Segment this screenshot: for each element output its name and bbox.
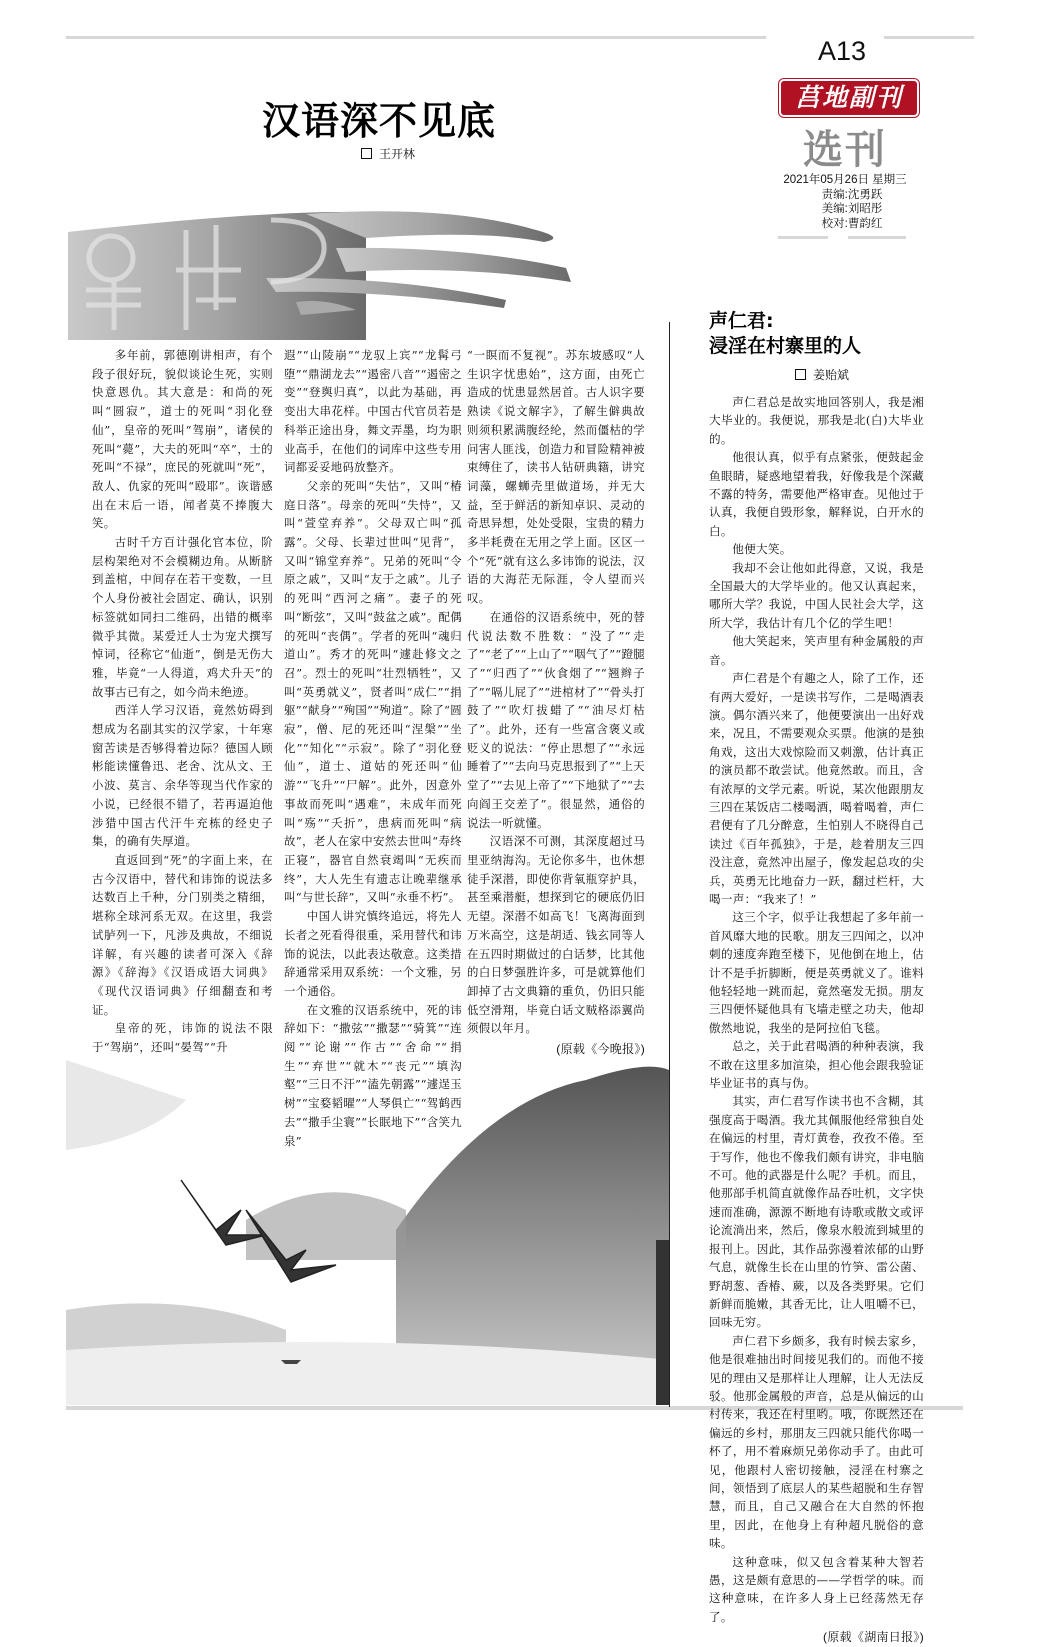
masthead-meta <box>770 173 920 231</box>
paragraph: 声仁君总是故实地回答别人，我是湘大毕业的。我便说，那我是北(白)大毕业的。 <box>709 395 924 446</box>
paragraph: 他便大笑。 <box>732 542 792 557</box>
brand-label: 莒地副刊 <box>794 83 903 112</box>
article1-byline <box>361 145 415 162</box>
mist-left <box>66 1060 186 1150</box>
masthead-rule-right <box>848 236 906 239</box>
paragraph: 古时千方百计强化官本位，阶层构架绝对不会模糊边角。从断脐到盖棺，中间存在若干变数，一旦个人身份被社会固定、确认，识别标签就如同扫二维码，出错的概率微乎其微。某爱迁人士为宠犬撰写悼词，径称它“仙逝”，倒是无伤大雅，毕竟“一人得道，鸡犬升天”的故事古已有之，如今尚未绝迹。 <box>92 535 273 699</box>
top-rule-left <box>66 36 766 39</box>
masthead-rule-left <box>778 236 828 239</box>
article1-column-1 <box>92 346 273 1057</box>
brand-logo <box>781 81 917 115</box>
brushstroke-mid <box>336 248 571 282</box>
dark-rock <box>656 1240 669 1405</box>
paragraph: 他大笑起来，笑声里有种金属般的声音。 <box>709 634 924 667</box>
mountain-far <box>246 1192 406 1260</box>
paragraph: 其实，声仁君写作读书也不含糊，其强度高于喝酒。我尤其佩服他经常独自处在偏远的村里，青灯黄卷，孜孜不倦。至于写作，他也不像我们颇有讲究，非电脑不可。他的武器是什么呢？手机。而且，他那部手机简直就像作品吞吐机，文字快速而准确，源源不断地有诗歌或散文或评论流淌出来，然后，像泉水般流到城里的报刊上。因此，其作品弥漫着浓郁的山野气息，就像生长在山里的竹笋、雷公菌、野胡葱、香椿、蕨，以及各类野果。它们新鲜而脆嫩，其香无比，让人咀嚼不已，回味无穷。 <box>709 1094 924 1330</box>
article2-title-line1: 声仁君: <box>709 310 774 332</box>
art-editor: 美编:刘昭彤 <box>821 203 883 215</box>
issue-date: 2021年05月26日 星期三 <box>783 174 907 186</box>
paragraph: 父亲的死叫“失怙”，又叫“椿庭日落”。母亲的死叫“失恃”，又叫“萱堂弃养”。父母双亡叫“孤露”。父母、长辈过世叫“见背”，又叫“锦堂弃养”。兄弟的死叫“令原之戚”，又叫“友于之戚”。儿子的死叫“西河之痛”。妻子的死叫“断弦”，又叫“鼓盆之戚”。配偶的死叫“丧偶”。学者的死叫“魂归道山”。秀才的死叫“遽赴修文之召”。烈士的死叫“壮烈牺牲”，又叫“英勇就义”，贤者叫“成仁”“捐躯”“献身”“殉国”“殉道”。除了“圆寂”，僧、尼的死还叫“涅槃”“坐化”“知化”“示寂”。除了“羽化登仙”，道士、道姑的死还叫“仙游”“飞升”“尸解”。此外，因意外事故而死叫“遇难”，未成年而死叫“殇”“夭折”，患病而死叫“病故”，老人在家中安然去世叫“寿终正寝”，器官自然衰竭叫“无疾而终”，大人先生有遗志让晚辈继承叫“与世长辞”，又叫“永垂不朽”。 <box>284 478 462 905</box>
paragraph: 这种意味，似又包含着某种大智若愚，这是颇有意思的——学哲学的味。而这种意味，在许多人身上已经荡然无存了。 <box>709 1554 924 1624</box>
page-number: A13 <box>817 36 867 66</box>
banner-artwork <box>66 190 646 340</box>
article1-author: 王开林 <box>379 147 416 161</box>
column-divider <box>669 322 670 1407</box>
landscape-artwork <box>66 1060 669 1405</box>
paragraph: 在文雅的汉语系统中，死的讳辞如下：“撒弦”“撒瑟”“骑箕”“连阅”“论谢”“作古”“舍命”“捐生”“弃世”“就木”“丧元”“填沟壑”“三日不汗”“溘先朝露”“遽逞玉树”“宝婺韬曜”“人琴俱亡”“驾鹤西去”“撒手尘寰”“长眠地下”“含笑九泉” <box>284 1002 462 1148</box>
byline-box-icon <box>795 369 806 380</box>
paragraph: 皇帝的死，讳饰的说法不限于“驾崩”，还叫“晏驾”“升 <box>92 1021 273 1055</box>
paragraph: 直返回到“死”的字面上来，在古今汉语中，替代和讳饰的说法多达数百上千种，分门别类之精细，堪称全球河系无双。在这里，我尝试胪列一下，凡涉及典故，不细说详解，有兴趣的读者可深入《辞源》《辞海》《汉语成语大词典》《现代汉语词典》仔细翻查和考证。 <box>92 852 273 1017</box>
paragraph: 汉语深不可测，其深度超过马里亚纳海沟。无论你多牛，也休想徒手深潜，即使你背氧瓶穿护具，甚至乘潜艇，想探到它的硬底仍旧无望。深潜不如高飞！飞离海面到万米高空，这是胡适、钱玄同等人在五四时期做过的白话梦，比其他的白日梦强胜许多，可是就算他们卸掉了古文典籍的重负，仍旧只能低空滑翔，毕竟白话文贼格添翼尚须假以年月。 <box>467 834 645 1036</box>
paragraph: 总之，关于此君喝酒的种种表演，我不敢在这里多加渲染，担心他会跟我验证毕业证书的真与伪。 <box>709 1039 924 1091</box>
paragraph: 我却不会让他如此得意，又说，我是全国最大的大学毕业的。他又认真起来，哪所大学？我说，中国人民社会大学，这所大学，我估计有几个亿的学生吧！ <box>709 560 924 630</box>
proofreader: 校对:曹韵红 <box>821 217 883 230</box>
article2-title-line2: 浸淫在村寨里的人 <box>709 335 862 357</box>
paragraph: 中国人讲究慎终追远，将先人长者之死看得很重，采用替代和讳饰的说法，以此表达敬意。这类措辞通常采用双系统：一个文雅，另一个通俗。 <box>284 909 462 998</box>
paragraph: 遐”“山陵崩”“龙驭上宾”“龙髯弓堕”“鼎湖龙去”“遏密八音”“遏密之变”“登舆归真”，以此为基础，再变出大串花样。中国古代官员若是科举正途出身，舞文弄墨，均为职业高手，在他们的词库中这些专用词都妥妥地码放整齐。 <box>284 348 462 475</box>
paragraph: 他很认真，似乎有点紧张，便鼓起金鱼眼睛，疑惑地望着我，好像我是个深藏不露的特务，需要他严格审查。见他过于认真，我便自毁形象，解释说，白开水的白。 <box>709 450 924 538</box>
section-title: 选刊 <box>803 126 887 173</box>
paragraph: 多年前，郭德刚讲相声，有个段子很好玩，貌似谈论生死，实则快意恩仇。其大意是：和尚的死叫“圆寂”，道士的死叫“羽化登仙”，皇帝的死叫“驾崩”，诸侯的死叫“薨”，大夫的死叫“卒”，士的死叫“不禄”，庶民的死就叫“死”，敌人、仇家的死叫“殴耶”。诙谐感出在末后一语，闻者莫不捧腹大笑。 <box>92 348 273 531</box>
article1-source: (原载《今晚报》) <box>556 1042 645 1057</box>
article1-column-3 <box>467 346 645 1059</box>
paragraph: 声仁君下乡颇多，我有时候去家乡，他是很难抽出时间接见我们的。而他不接见的理由又是那样让人理解，让人无法反驳。他那金属般的声音，总是从偏远的山村传来，我还在村里哟。哦，你既然还在偏远的乡村，那朋友三四就只能代你喝一杯了，用不着麻烦兄弟你动手了。由此可见，他跟村人密切接触，浸淫在村寨之间，领悟到了底层人的某些超脱和生存智慧，而且，自己又融合在大自然的怀抱里，因此，在他身上有种超凡脱俗的意味。 <box>709 1333 924 1551</box>
article2-byline <box>795 366 849 383</box>
article1-column-2 <box>284 346 462 1150</box>
article2-source: (原载《湖南日报》) <box>823 1630 924 1645</box>
top-rule-right <box>884 36 974 39</box>
article2-author: 姜贻斌 <box>813 368 850 382</box>
paragraph: “一瞑而不复视”。苏东坡感叹“人生识字忧患始”，这方面，由死亡造成的忧患显然居首。古人识字要熟读《说文解字》，了解生僻典故则须积累满腹经纶，然而僵枯的学问害人匪浅，创造力和冒险精神被束缚住了，读书人钻研典籍，讲究词藻，螺蛳壳里做道场，并无大益，至于鲜活的新知卓识、灵动的奇思异想，处处受限，宝贵的精力多半耗费在无用之学上面。区区一个“死”就有这么多讳饰的说法，汉语的大海茫无际涯，令人望而兴叹。 <box>467 348 645 606</box>
byline-box-icon <box>361 148 372 159</box>
paragraph: 在通俗的汉语系统中，死的替代说法数不胜数：“没了”“走了”“老了”“上山了”“咽气了”“蹬腿了”“归西了”“伙食烟了”“翘辫子了”“嗝儿屁了”“进棺材了”“骨头打鼓了”“吹灯拔蜡了”“油尽灯枯了”。此外，还有一些富含褒义或贬义的说法：“停止思想了”“永远睡着了”“去向马克思报到了”“上天堂了”“去见上帝了”“下地狱了”“去向阎王交差了”。很显然，通俗的说法一听就懂。 <box>467 609 645 830</box>
editor-in-charge: 责编:沈勇跃 <box>821 188 883 201</box>
article2-title <box>709 309 861 359</box>
paragraph: 西洋人学习汉语，竟然妨碍到想成为名副其实的汉学家，十年寒窗苦读是否够得着边际？德国人顾彬能读懂鲁迅、老舍、沈从文、王小波、莫言、余华等现当代作家的小说，已经很不错了，若再逼迫他涉猎中国古代汗牛充栋的经史子集，的确有失厚道。 <box>92 703 273 849</box>
paragraph: 这三个字，似乎让我想起了多年前一首风靡大地的民歌。朋友三四闻之，以冲刺的速度奔跑至楼下，见他倒在地上，估计不是手折脚断，便是英勇就义了。谁料他轻轻地一跳而起，竟然毫发无损。朋友三四便怀疑他具有飞墙走壁之功夫，他却傲然地说，我坐的是阿拉伯飞毯。 <box>709 910 924 1035</box>
article1-title: 汉语深不见底 <box>262 99 497 143</box>
paragraph: 声仁君是个有趣之人，除了工作，还有两大爱好，一是读书写作，二是喝酒表演。偶尔酒兴来了，他便要演出一出好戏来，况且，不需要观众买票。他演的是独角戏，这出大戏惊险而又刺激，估计真正的演员都不敢尝试。他竟然敢。而且，含有浓厚的文学元素。听说，某次他跟朋友三四在某饭店二楼喝酒，喝着喝着，声仁君便有了几分醉意，生怕别人不晓得自己读过《百年孤独》，于是，趁着朋友三四没注意，竟然冲出屋子，像发起总攻的尖兵，英勇无比地奋力一跃，翻过栏杆，大喝一声：“我来了！” <box>709 671 924 906</box>
